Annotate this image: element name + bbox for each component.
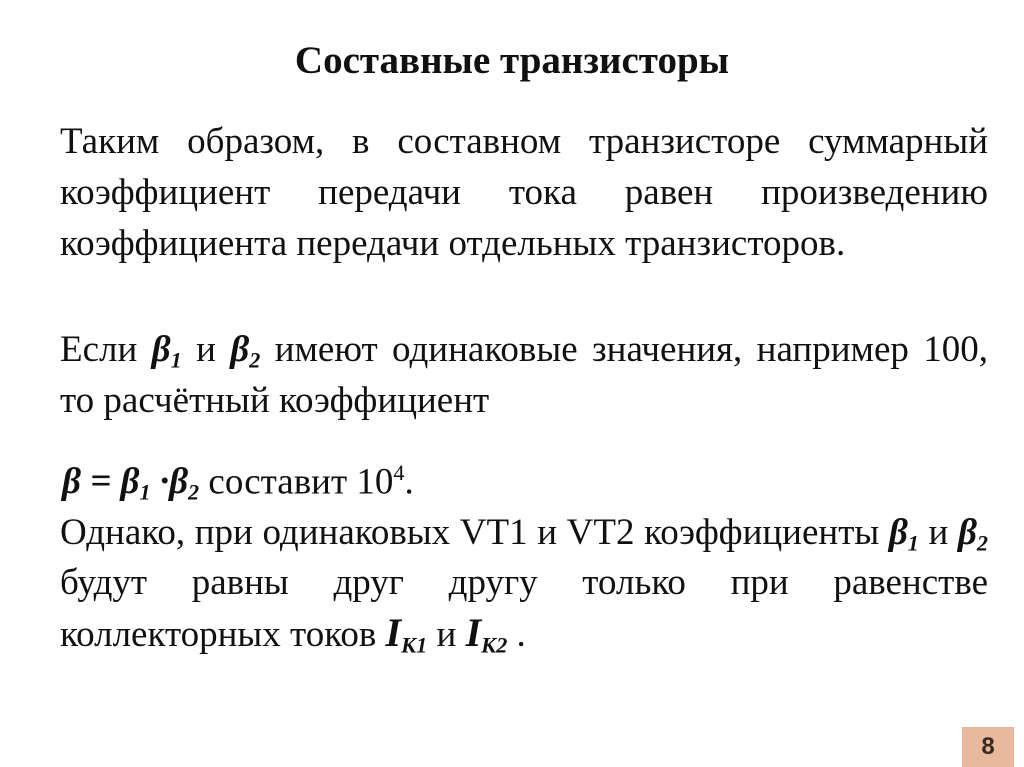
- text-segment: Если: [60, 329, 152, 370]
- text-segment: и: [181, 329, 231, 370]
- symbol-beta1: $\beta_1$: [888, 512, 919, 556]
- formula: $\beta = \beta_1 \cdot\beta_2$: [62, 461, 200, 505]
- page-number-badge: 8: [962, 727, 1014, 767]
- formula-line: $\beta = \beta_1 \cdot\beta_2$ составит $10^4$.: [62, 460, 414, 505]
- symbol-beta1: $\beta_1$: [151, 329, 182, 373]
- symbol-ik1: $I_{К1}$: [385, 610, 428, 658]
- text-segment: и: [918, 512, 958, 553]
- slide-title: Составные транзисторы: [294, 39, 730, 82]
- exponent: 4: [393, 460, 405, 485]
- paragraph-however: [60, 508, 988, 660]
- text-segment: будут равны друг другу только при равенстве коллекторных токов: [60, 562, 988, 655]
- text-segment: .: [507, 614, 526, 655]
- symbol-ik2: $I_{К2}$: [465, 610, 508, 658]
- paragraph-conclusion: Таким образом, в составном транзисторе суммарный коэффициент передачи тока равен произведению коэффициента передачи отдельных транзисторов.: [60, 121, 988, 264]
- text-segment: имеют одинаковые значения, например 100, то расчётный коэффициент: [60, 329, 988, 421]
- text-segment: и: [427, 614, 466, 655]
- text-segment: Однако, при одинаковых VT1 и VT2 коэффициенты: [60, 512, 889, 553]
- symbol-beta2: $\beta_2$: [230, 329, 261, 373]
- paragraph-equal-values: [60, 324, 988, 426]
- text-segment: составит 10: [199, 461, 394, 503]
- symbol-beta2: $\beta_2$: [957, 512, 988, 556]
